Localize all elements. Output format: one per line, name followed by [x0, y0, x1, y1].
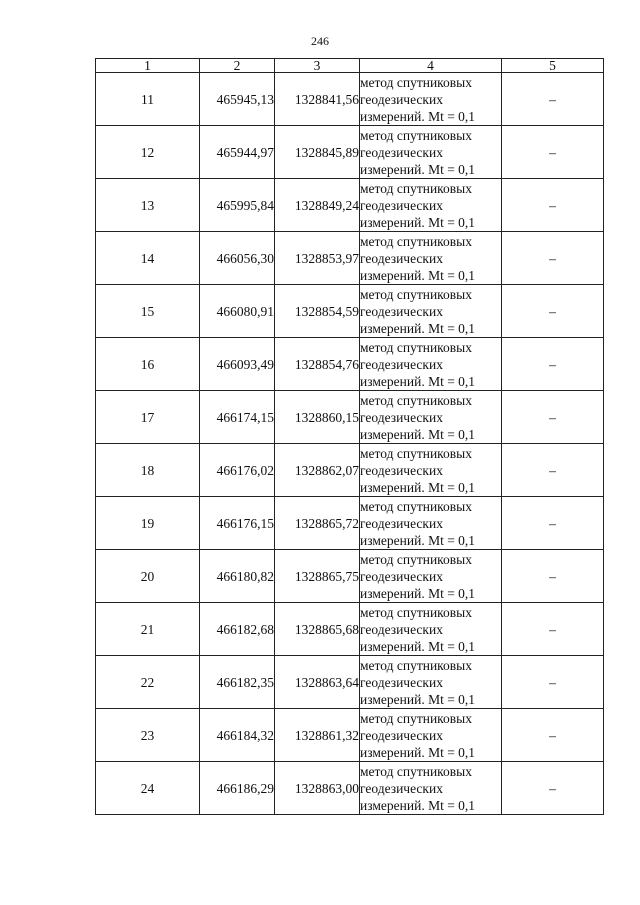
coordinate-y: 1328865,72 — [275, 497, 360, 550]
method-line-2: геодезических — [360, 356, 443, 372]
coordinate-x: 465995,84 — [200, 179, 275, 232]
coordinate-x: 465945,13 — [200, 73, 275, 126]
note-cell: – — [502, 709, 604, 762]
coordinate-x: 466080,91 — [200, 285, 275, 338]
method-description — [360, 656, 502, 709]
note-cell: – — [502, 656, 604, 709]
method-line-2: геодезических — [360, 515, 443, 531]
method-line-3: измерений. Mt = 0,1 — [360, 108, 476, 124]
method-line-2: геодезических — [360, 197, 443, 213]
table-row — [96, 338, 604, 391]
method-line-2: геодезических — [360, 780, 443, 796]
method-line-1: метод спутниковых — [360, 339, 472, 355]
coordinates-table — [95, 58, 604, 815]
point-number: 20 — [96, 550, 200, 603]
method-line-2: геодезических — [360, 568, 443, 584]
note-cell: – — [502, 338, 604, 391]
method-line-1: метод спутниковых — [360, 763, 472, 779]
note-cell: – — [502, 73, 604, 126]
method-line-1: метод спутниковых — [360, 233, 472, 249]
coordinate-x: 466176,15 — [200, 497, 275, 550]
method-line-3: измерений. Mt = 0,1 — [360, 797, 476, 813]
table-row — [96, 179, 604, 232]
method-description — [360, 285, 502, 338]
note-cell: – — [502, 232, 604, 285]
point-number: 23 — [96, 709, 200, 762]
method-line-1: метод спутниковых — [360, 657, 472, 673]
coordinate-y: 1328860,15 — [275, 391, 360, 444]
coordinate-y: 1328845,89 — [275, 126, 360, 179]
method-line-2: геодезических — [360, 91, 443, 107]
coordinate-x: 466184,32 — [200, 709, 275, 762]
method-line-2: геодезических — [360, 462, 443, 478]
table-row — [96, 603, 604, 656]
method-line-2: геодезических — [360, 303, 443, 319]
method-description — [360, 762, 502, 815]
coordinate-x: 466056,30 — [200, 232, 275, 285]
coordinate-x: 466182,35 — [200, 656, 275, 709]
method-description — [360, 338, 502, 391]
method-line-1: метод спутниковых — [360, 551, 472, 567]
header-col-2: 2 — [200, 59, 275, 73]
method-description — [360, 232, 502, 285]
coordinate-y: 1328865,68 — [275, 603, 360, 656]
coordinate-y: 1328862,07 — [275, 444, 360, 497]
note-cell: – — [502, 285, 604, 338]
method-line-3: измерений. Mt = 0,1 — [360, 320, 476, 336]
method-line-2: геодезических — [360, 621, 443, 637]
header-col-3: 3 — [275, 59, 360, 73]
coordinate-x: 466180,82 — [200, 550, 275, 603]
method-line-3: измерений. Mt = 0,1 — [360, 267, 476, 283]
method-line-2: геодезических — [360, 727, 443, 743]
method-line-1: метод спутниковых — [360, 604, 472, 620]
table-row — [96, 709, 604, 762]
method-description — [360, 391, 502, 444]
method-description — [360, 126, 502, 179]
page-number: 246 — [311, 34, 329, 48]
header-col-1: 1 — [96, 59, 200, 73]
method-line-2: геодезических — [360, 250, 443, 266]
table-row — [96, 762, 604, 815]
table-row — [96, 497, 604, 550]
header-col-5: 5 — [502, 59, 604, 73]
coordinate-x: 466186,29 — [200, 762, 275, 815]
point-number: 17 — [96, 391, 200, 444]
point-number: 24 — [96, 762, 200, 815]
method-line-1: метод спутниковых — [360, 392, 472, 408]
method-line-3: измерений. Mt = 0,1 — [360, 426, 476, 442]
table-row — [96, 391, 604, 444]
table-body — [96, 73, 604, 815]
coordinate-x: 466176,02 — [200, 444, 275, 497]
method-line-3: измерений. Mt = 0,1 — [360, 479, 476, 495]
method-line-3: измерений. Mt = 0,1 — [360, 691, 476, 707]
method-line-1: метод спутниковых — [360, 445, 472, 461]
method-line-3: измерений. Mt = 0,1 — [360, 638, 476, 654]
point-number: 13 — [96, 179, 200, 232]
table-row — [96, 73, 604, 126]
coordinate-y: 1328861,32 — [275, 709, 360, 762]
method-description — [360, 550, 502, 603]
coordinate-x: 466174,15 — [200, 391, 275, 444]
coordinate-y: 1328854,59 — [275, 285, 360, 338]
note-cell: – — [502, 497, 604, 550]
method-description — [360, 73, 502, 126]
method-line-2: геодезических — [360, 144, 443, 160]
coordinate-y: 1328853,97 — [275, 232, 360, 285]
note-cell: – — [502, 603, 604, 656]
table-row — [96, 656, 604, 709]
point-number: 14 — [96, 232, 200, 285]
method-line-1: метод спутниковых — [360, 710, 472, 726]
note-cell: – — [502, 126, 604, 179]
coordinate-x: 466182,68 — [200, 603, 275, 656]
method-description — [360, 603, 502, 656]
method-line-2: геодезических — [360, 409, 443, 425]
coordinate-x: 466093,49 — [200, 338, 275, 391]
point-number: 22 — [96, 656, 200, 709]
method-line-1: метод спутниковых — [360, 286, 472, 302]
method-line-3: измерений. Mt = 0,1 — [360, 373, 476, 389]
table-row — [96, 550, 604, 603]
point-number: 16 — [96, 338, 200, 391]
point-number: 19 — [96, 497, 200, 550]
method-description — [360, 709, 502, 762]
coordinate-x: 465944,97 — [200, 126, 275, 179]
method-line-3: измерений. Mt = 0,1 — [360, 214, 476, 230]
coordinate-y: 1328854,76 — [275, 338, 360, 391]
point-number: 12 — [96, 126, 200, 179]
point-number: 11 — [96, 73, 200, 126]
method-line-1: метод спутниковых — [360, 74, 472, 90]
table-row — [96, 285, 604, 338]
method-description — [360, 497, 502, 550]
coordinate-y: 1328863,00 — [275, 762, 360, 815]
method-line-1: метод спутниковых — [360, 127, 472, 143]
table-header — [96, 59, 604, 73]
method-line-3: измерений. Mt = 0,1 — [360, 161, 476, 177]
note-cell: – — [502, 550, 604, 603]
header-row — [96, 59, 604, 73]
note-cell: – — [502, 444, 604, 497]
coordinate-y: 1328841,56 — [275, 73, 360, 126]
header-col-4: 4 — [360, 59, 502, 73]
point-number: 15 — [96, 285, 200, 338]
table-row — [96, 126, 604, 179]
method-line-1: метод спутниковых — [360, 180, 472, 196]
coordinate-y: 1328849,24 — [275, 179, 360, 232]
method-line-2: геодезических — [360, 674, 443, 690]
point-number: 18 — [96, 444, 200, 497]
coordinate-y: 1328863,64 — [275, 656, 360, 709]
note-cell: – — [502, 391, 604, 444]
table-row — [96, 232, 604, 285]
coordinate-y: 1328865,75 — [275, 550, 360, 603]
table-row — [96, 444, 604, 497]
point-number: 21 — [96, 603, 200, 656]
method-description — [360, 444, 502, 497]
method-line-1: метод спутниковых — [360, 498, 472, 514]
note-cell: – — [502, 179, 604, 232]
method-line-3: измерений. Mt = 0,1 — [360, 585, 476, 601]
method-line-3: измерений. Mt = 0,1 — [360, 744, 476, 760]
note-cell: – — [502, 762, 604, 815]
method-description — [360, 179, 502, 232]
method-line-3: измерений. Mt = 0,1 — [360, 532, 476, 548]
